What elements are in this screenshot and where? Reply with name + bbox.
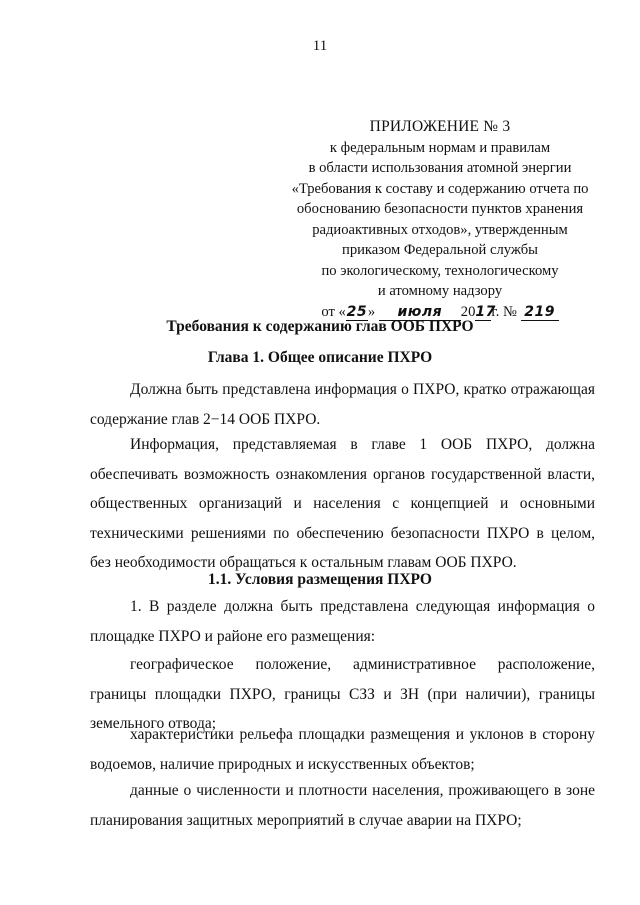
appendix-line: к федеральным нормам и правилам — [329, 139, 551, 156]
date-year-prefix: 20 — [460, 303, 476, 320]
appendix-line: в области использования атомной энергии — [308, 160, 572, 176]
appendix-line: и атомному надзору — [377, 283, 503, 299]
appendix-line: радиоактивных отходов», утвержденным — [312, 221, 568, 238]
date-close-quote: » — [367, 303, 376, 320]
appendix-title: ПРИЛОЖЕНИЕ № 3 — [369, 118, 511, 135]
appendix-line: приказом Федеральной службы — [342, 242, 538, 258]
page-number: 11 — [312, 38, 328, 54]
date-year-handwritten: 17 — [475, 303, 496, 320]
main-heading: Требования к содержанию глав ООБ ПХРО — [166, 318, 474, 335]
paragraph-section-intro: 1. В разделе должна быть представлена следующая информация о площадке ПХРО и районе его размещения: — [90, 598, 595, 645]
paragraph-list-item: данные о численности и плотности населения, проживающего в зоне планирования защитных мероприятий в случае аварии на ПХРО; — [90, 782, 595, 829]
appendix-line: «Требования к составу и содержанию отчета по — [291, 180, 589, 197]
date-day-handwritten: 25 — [346, 303, 368, 320]
appendix-line: по экологическому, технологическому — [321, 262, 559, 279]
paragraph-chapter-summary: Должна быть представлена информация о ПХРО, кратко отражающая содержание глав 2−14 ООБ ПХРО. — [90, 381, 595, 428]
paragraph-list-item: характеристики рельефа площадки размещения и уклонов в сторону водоемов, наличие природных и искусственных объектов; — [90, 726, 595, 773]
chapter-heading: Глава 1. Общее описание ПХРО — [207, 349, 433, 366]
appendix-block — [270, 117, 610, 322]
paragraph-chapter-purpose: Информация, представляемая в главе 1 ООБ ПХРО, должна обеспечивать возможность ознакомления органов государственной власти, общественных организаций и населения с концепцией и основными техническими решениями по обеспечению безопасности ПХРО в целом, без необходимости обращаться к остальным главам ООБ ПХРО. — [90, 436, 595, 571]
section-heading: 1.1. Условия размещения ПХРО — [208, 571, 432, 588]
appendix-line: обоснованию безопасности пунктов хранения — [296, 201, 584, 217]
date-month-handwritten: июля — [379, 304, 461, 321]
order-number-handwritten: 219 — [521, 304, 559, 321]
date-prefix: от « — [321, 303, 346, 320]
paragraph-list-item: географическое положение, административное расположение, границы площадки ПХРО, границы СЗЗ и ЗН (при наличии), границы земельного отвода; — [90, 656, 595, 732]
date-year-label: г. № — [491, 303, 517, 320]
